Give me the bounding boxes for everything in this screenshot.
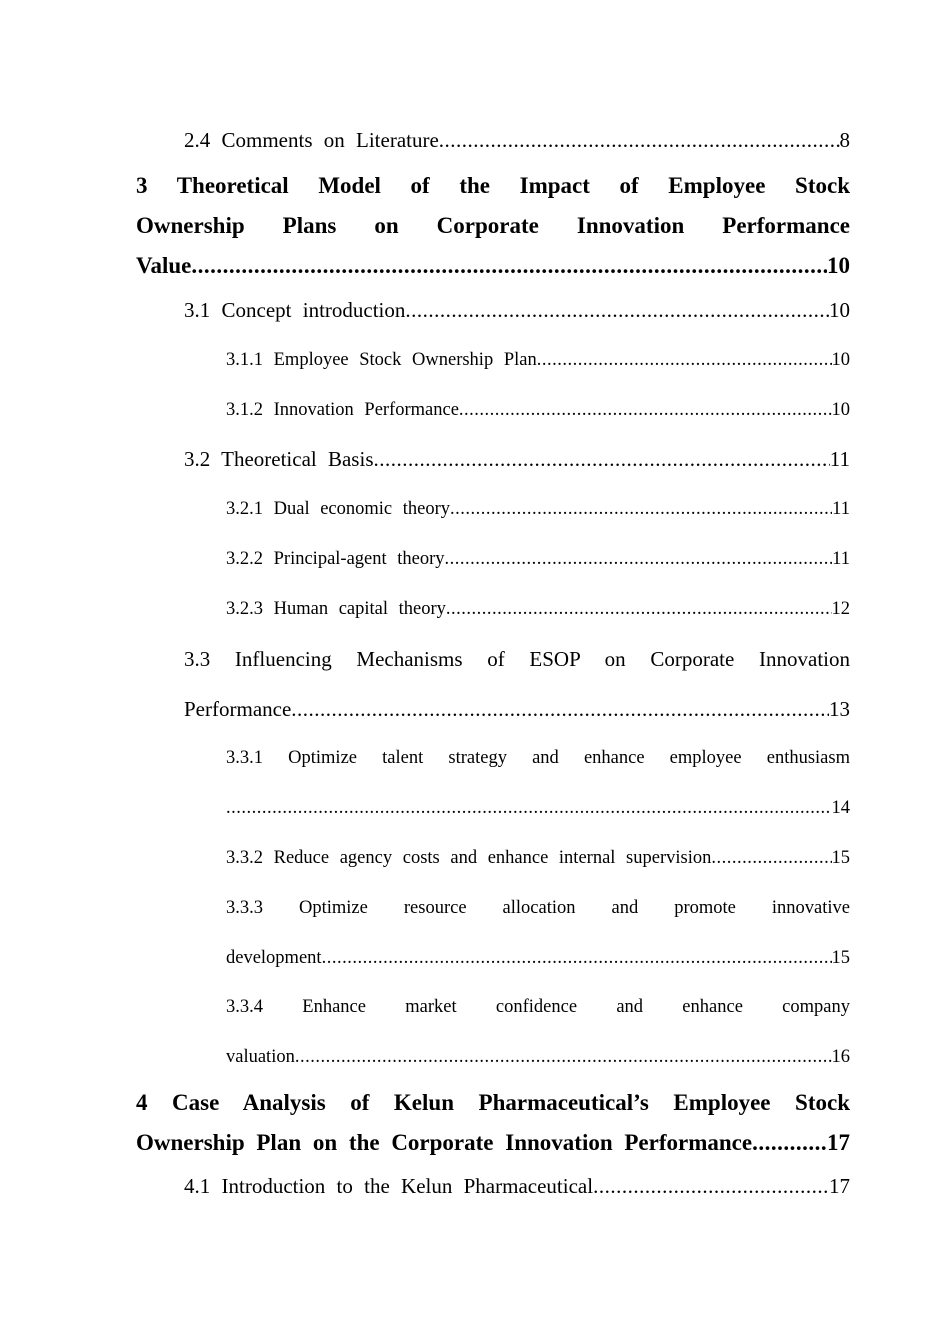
toc-page-number: 15 bbox=[831, 848, 850, 868]
toc-page-number: 10 bbox=[831, 350, 850, 370]
dot-leader bbox=[593, 1161, 829, 1211]
toc-page-number: 17 bbox=[827, 1130, 850, 1155]
toc-entry-title-line: 4 Case Analysis of Kelun Pharmaceutical’s Employee Stock bbox=[136, 1090, 850, 1115]
dot-leader bbox=[446, 584, 832, 634]
dot-leader bbox=[711, 833, 831, 883]
toc-entry-title: valuation bbox=[226, 1047, 295, 1067]
dot-leader bbox=[295, 1032, 832, 1082]
toc-entry-3-2-1[interactable] bbox=[226, 484, 850, 534]
toc-entry-title: 3.1.1 Employee Stock Ownership Plan bbox=[226, 350, 537, 370]
toc-page-number: 12 bbox=[831, 599, 850, 619]
toc-entry-title-line: 3.3.3 Optimize resource allocation and promote innovative bbox=[226, 898, 850, 918]
toc-page-number: 8 bbox=[839, 128, 850, 152]
dot-leader bbox=[752, 1123, 827, 1163]
toc-chapter-3[interactable] bbox=[136, 166, 850, 286]
toc-entry-title: 3.2 Theoretical Basis bbox=[184, 447, 374, 471]
dot-leader bbox=[291, 684, 829, 734]
toc-page-number: 14 bbox=[831, 798, 850, 818]
toc-entry-3-3-2[interactable] bbox=[226, 833, 850, 883]
toc-entry-3-1-1[interactable] bbox=[226, 335, 850, 385]
toc-page-number: 11 bbox=[829, 447, 850, 471]
dot-leader bbox=[459, 385, 832, 435]
dot-leader bbox=[191, 246, 827, 286]
toc-entry-title: Value bbox=[136, 253, 192, 278]
toc-page-number: 15 bbox=[831, 948, 850, 968]
toc-entry-3-3[interactable] bbox=[184, 634, 850, 734]
dot-leader bbox=[322, 933, 832, 983]
toc-entry-title-line: 3.3.4 Enhance market confidence and enhance company bbox=[226, 997, 850, 1017]
toc-entry-title-line: 3.3 Influencing Mechanisms of ESOP on Corporate Innovation bbox=[184, 647, 850, 671]
toc-entry-title: 3.1.2 Innovation Performance bbox=[226, 400, 459, 420]
toc-entry-title: Performance bbox=[184, 697, 292, 721]
toc-entry-3-3-1[interactable] bbox=[226, 733, 850, 833]
toc-entry-2-4[interactable] bbox=[184, 115, 850, 165]
toc-chapter-4[interactable] bbox=[136, 1083, 850, 1163]
dot-leader bbox=[405, 285, 829, 335]
toc-entry-title: 3.2.2 Principal-agent theory bbox=[226, 549, 445, 569]
toc-entry-title-line: 3.3.1 Optimize talent strategy and enhance employee enthusiasm bbox=[226, 748, 850, 768]
toc-entry-title: 3.3.2 Reduce agency costs and enhance internal supervision bbox=[226, 848, 712, 868]
dot-leader bbox=[439, 115, 840, 165]
dot-leader bbox=[450, 484, 832, 534]
toc-entry-title: 2.4 Comments on Literature bbox=[184, 128, 439, 152]
toc-entry-3-2-2[interactable] bbox=[226, 534, 850, 584]
toc-entry-title: 3.1 Concept introduction bbox=[184, 298, 406, 322]
toc-entry-3-1-2[interactable] bbox=[226, 385, 850, 435]
toc-page-number: 17 bbox=[829, 1174, 850, 1198]
toc-entry-title-line: Ownership Plans on Corporate Innovation Performance bbox=[136, 213, 850, 238]
toc-entry-4-1[interactable] bbox=[184, 1161, 850, 1211]
toc-entry-3-3-3[interactable] bbox=[226, 883, 850, 983]
toc-entry-3-2-3[interactable] bbox=[226, 584, 850, 634]
dot-leader bbox=[445, 534, 833, 584]
toc-page-number: 13 bbox=[829, 697, 850, 721]
dot-leader bbox=[226, 783, 832, 833]
toc-entry-3-2[interactable] bbox=[184, 434, 850, 484]
toc-entry-title: 4.1 Introduction to the Kelun Pharmaceutical bbox=[184, 1174, 594, 1198]
toc-entry-title: development bbox=[226, 948, 322, 968]
toc-entry-3-1[interactable] bbox=[184, 285, 850, 335]
toc-entry-title: 3.2.1 Dual economic theory bbox=[226, 499, 451, 519]
toc-page-number: 11 bbox=[832, 499, 850, 519]
toc-page-number: 10 bbox=[829, 298, 850, 322]
toc-entry-title-line: 3 Theoretical Model of the Impact of Employee Stock bbox=[136, 173, 850, 198]
toc-entry-3-3-4[interactable] bbox=[226, 982, 850, 1082]
toc-page-number: 10 bbox=[831, 400, 850, 420]
toc-page-number: 11 bbox=[832, 549, 850, 569]
dot-leader bbox=[537, 335, 832, 385]
toc-page-number: 16 bbox=[831, 1047, 850, 1067]
toc-page-number: 10 bbox=[827, 253, 850, 278]
toc-entry-title: 3.2.3 Human capital theory bbox=[226, 599, 446, 619]
toc-entry-title: Ownership Plan on the Corporate Innovation Performance bbox=[136, 1130, 753, 1155]
dot-leader bbox=[374, 434, 830, 484]
